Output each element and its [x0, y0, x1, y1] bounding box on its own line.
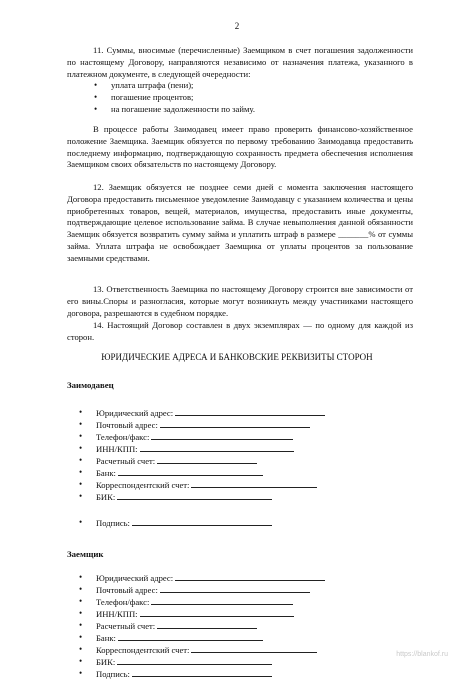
borrower-phone-fax-field[interactable]: • Телефон/факс: [96, 596, 293, 607]
lender-bik-field[interactable]: • БИК: [96, 491, 272, 502]
paragraph-financial-check: В процессе работы Заимодавец имеет право проверить финансово-хозяйственное положение Заемщика. Заемщик обязуется по первому требованию Заимодавца предоставить последнему информацию, подтверждающую сохранность предмета обеспечения исполнения Заемщиком своих обязательств по настоящему Договору. [67, 124, 413, 170]
lender-postal-address-field[interactable]: • Почтовый адрес: [96, 419, 310, 430]
lender-signature-field[interactable]: • Подпись: [96, 517, 272, 528]
borrower-bank-field[interactable]: • Банк: [96, 632, 263, 643]
borrower-account-field[interactable]: • Расчетный счет: [96, 620, 257, 631]
page-number: 2 [234, 21, 240, 31]
lender-corr-account-field[interactable]: • Корреспондентский счет: [96, 479, 317, 490]
borrower-bik-field[interactable]: • БИК: [96, 656, 272, 667]
lender-account-field[interactable]: • Расчетный счет: [96, 455, 257, 466]
lender-title: Заимодавец [67, 380, 114, 390]
clause-11-item-3: • на погашение задолженности по займу. [111, 104, 255, 116]
section-title: ЮРИДИЧЕСКИЕ АДРЕСА И БАНКОВСКИЕ РЕКВИЗИТЫ СТОРОН [101, 352, 373, 362]
clause-11-item-1: • уплата штрафа (пени); [111, 80, 193, 92]
lender-bank-field[interactable]: • Банк: [96, 467, 263, 478]
borrower-title: Заемщик [67, 549, 104, 559]
clause-12: 12. Заемщик обязуется не позднее семи дней с момента заключения настоящего Договора предоставить письменное уведомление Заимодавцу с указанием количества и цены приобретенных товаров, вещей, материалов, имущества, предоставить иные документы, подтверждающие целевое использование займа. В случае невыполнения данной обязанности Заемщик обязуется возвратить сумму займа и уплатить штраф в размере _______% от суммы займа. Уплата штрафа не освобождает Заемщика от уплаты процентов за пользование заемными средствами. [67, 182, 413, 263]
borrower-inn-kpp-field[interactable]: • ИНН/КПП: [96, 608, 294, 619]
borrower-corr-account-field[interactable]: • Корреспондентский счет: [96, 644, 317, 655]
clause-11-intro: 11. Суммы, вносимые (перечисленные) Заемщиком в счет погашения задолженности по настоящему Договору, направляются независимо от назначения платежа, указанного в платежном документе, в следующей очередности: [67, 45, 413, 79]
borrower-postal-address-field[interactable]: • Почтовый адрес: [96, 584, 310, 595]
clause-13: 13. Ответственность Заемщика по настоящему Договору строится вне зависимости от его вины.Споры и разногласия, которые могут возникнуть между участниками настоящего договора, разрешаются в судебном порядке. [67, 284, 413, 318]
borrower-legal-address-field[interactable]: • Юридический адрес: [96, 572, 325, 583]
lender-inn-kpp-field[interactable]: • ИНН/КПП: [96, 443, 294, 454]
clause-14: 14. Настоящий Договор составлен в двух экземплярах — по одному для каждой из сторон. [67, 320, 413, 342]
borrower-signature-field[interactable]: • Подпись: [96, 668, 272, 679]
lender-legal-address-field[interactable]: • Юридический адрес: [96, 407, 325, 418]
clause-11-item-2: • погашение процентов; [111, 92, 193, 104]
lender-phone-fax-field[interactable]: • Телефон/факс: [96, 431, 293, 442]
watermark: https://blankof.ru [396, 651, 448, 658]
